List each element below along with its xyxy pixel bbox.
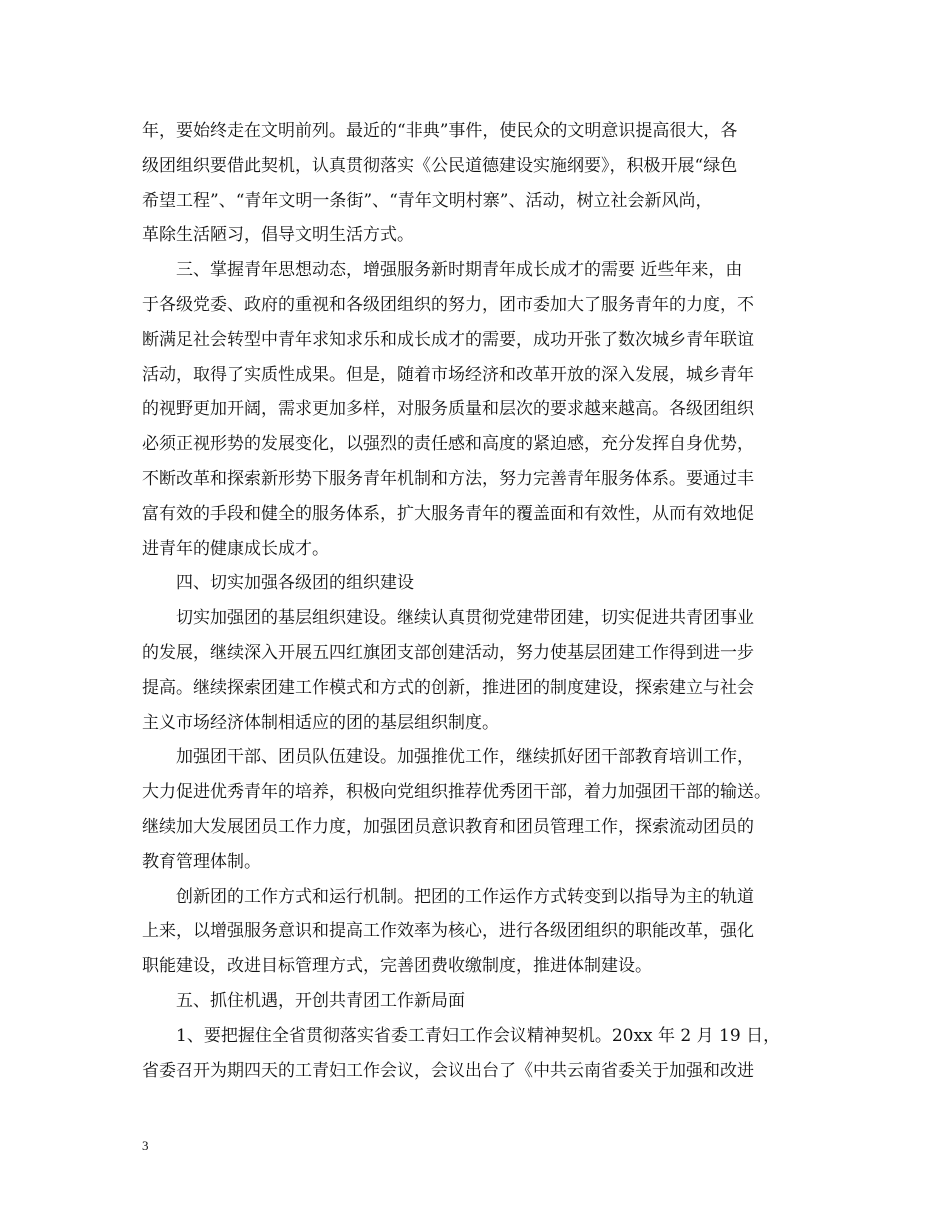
- text-line: 1、要把握住全省贯彻落实省委工青妇工作会议精神契机。20xx 年 2 月 19 日，: [142, 1025, 781, 1046]
- text-line: 创新团的工作方式和运行机制。把团的工作运作方式转变到以指导为主的轨道: [142, 886, 754, 907]
- text-line: 不断改革和探索新形势下服务青年机制和方法，努力完善青年服务体系。要通过丰: [142, 468, 754, 489]
- text-line: 省委召开为期四天的工青妇工作会议，会议出台了《中共云南省委关于加强和改进: [142, 1060, 754, 1081]
- text-line: 必须正视形势的发展变化，以强烈的责任感和高度的紧迫感，充分发挥自身优势，: [142, 434, 754, 455]
- text-line: 的发展，继续深入开展五四红旗团支部创建活动，努力使基层团建工作得到进一步: [142, 642, 754, 663]
- text-line: 革除生活陋习，倡导文明生活方式。: [142, 225, 414, 246]
- document-body: [142, 114, 822, 1088]
- text-line: 教育管理体制。: [142, 851, 261, 872]
- section-heading-line: 三、掌握青年思想动态，增强服务新时期青年成长成才的需要 近些年来，由: [142, 260, 743, 281]
- text-line: 上来，以增强服务意识和提高工作效率为核心，进行各级团组织的职能改革，强化: [142, 921, 754, 942]
- text-line: 职能建设，改进目标管理方式，完善团费收缴制度，推进体制建设。: [142, 956, 652, 977]
- text-line: 进青年的健康成长成才。: [142, 538, 329, 559]
- text-line: 希望工程”、“青年文明一条街”、“青年文明村寨”、活动，树立社会新风尚，: [142, 190, 713, 211]
- text-line: 年，要始终走在文明前列。最近的“非典”事件，使民众的文明意识提高很大，各: [142, 121, 738, 141]
- page-number: 3: [142, 1138, 149, 1153]
- text-line: 断满足社会转型中青年求知求乐和成长成才的需要，成功开张了数次城乡青年联谊: [142, 329, 754, 350]
- text-line: 富有效的手段和健全的服务体系，扩大服务青年的覆盖面和有效性，从而有效地促: [142, 503, 754, 524]
- text-line: 继续加大发展团员工作力度，加强团员意识教育和团员管理工作，探索流动团员的: [142, 816, 754, 837]
- text-line: 切实加强团的基层组织建设。继续认真贯彻党建带团建，切实促进共青团事业: [142, 608, 754, 629]
- text-line: 于各级党委、政府的重视和各级团组织的努力，团市委加大了服务青年的力度，不: [142, 294, 754, 315]
- text-line: 级团组织要借此契机，认真贯彻落实《公民道德建设实施纲要》，积极开展“绿色: [142, 155, 738, 176]
- text-line: 大力促进优秀青年的培养，积极向党组织推荐优秀团干部，着力加强团干部的输送。: [142, 782, 771, 803]
- section-heading-line: 五、抓住机遇，开创共青团工作新局面: [142, 990, 465, 1011]
- text-line: 的视野更加开阔，需求更加多样，对服务质量和层次的要求越来越高。各级团组织: [142, 399, 754, 420]
- section-heading-line: 四、切实加强各级团的组织建设: [142, 573, 414, 594]
- text-line: 加强团干部、团员队伍建设。加强推优工作，继续抓好团干部教育培训工作，: [142, 747, 754, 768]
- text-line: 主义市场经济体制相适应的团的基层组织制度。: [142, 712, 499, 733]
- text-line: 活动，取得了实质性成果。但是，随着市场经济和改革开放的深入发展，城乡青年: [142, 364, 754, 385]
- text-line: 提高。继续探索团建工作模式和方式的创新，推进团的制度建设，探索建立与社会: [142, 677, 754, 698]
